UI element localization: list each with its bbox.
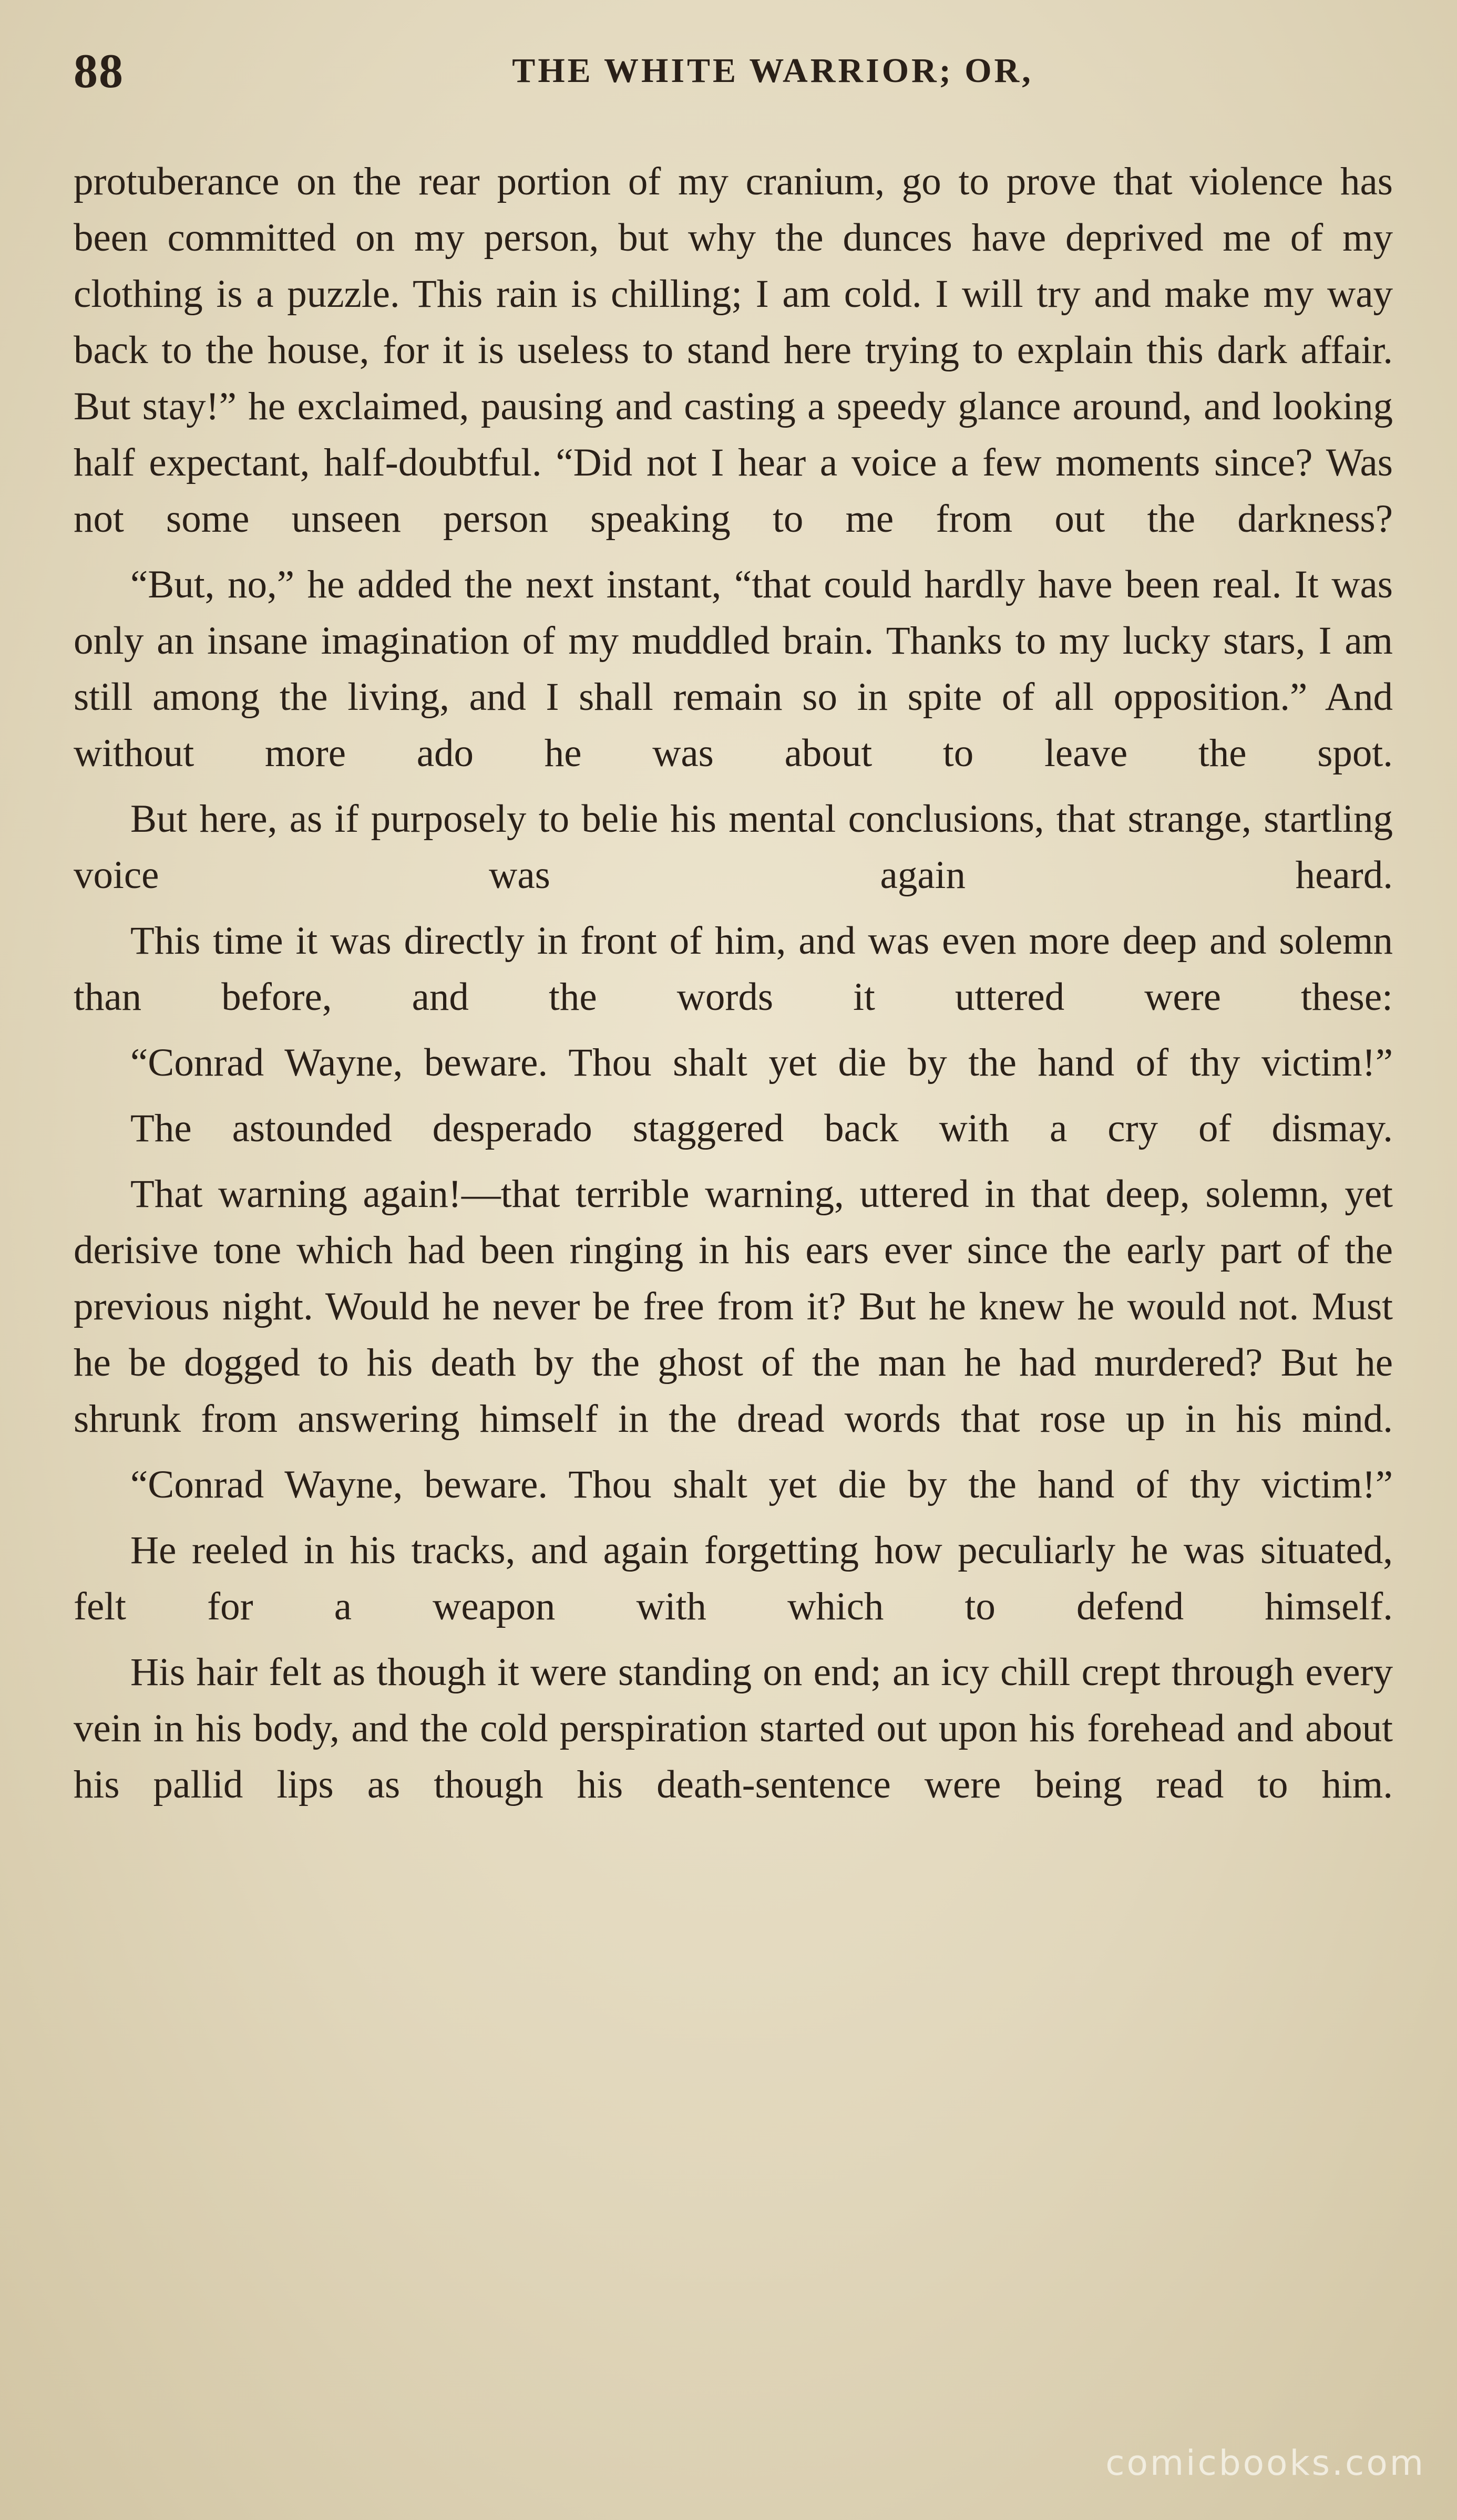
paragraph-3: But here, as if purposely to belie his mental conclusions, that strange, startling voice was again heard. [74, 797, 1393, 897]
body-text [74, 153, 1393, 1813]
paragraph-10: His hair felt as though it were standing on end; an icy chill crept through every vein in his body, and the cold perspiration started out upon his forehead and about his pallid lips as though his death-sentence were being read to him. [74, 1650, 1393, 1806]
running-title: THE WHITE WARRIOR; OR, [512, 51, 1033, 90]
page-header [74, 37, 1398, 105]
paragraph-9: He reeled in his tracks, and again forgetting how peculiarly he was situated, felt for a weapon with which to defend himself. [74, 1528, 1393, 1628]
page-number: 88 [74, 44, 124, 98]
paragraph-2: “But, no,” he added the next instant, “that could hardly have been real. It was only an insane imagination of my muddled brain. Thanks to my lucky stars, I am still among the living, and I shall remain so in spite of all opposition.” And without more ado he was about to leave the spot. [74, 563, 1393, 775]
paragraph-8: “Conrad Wayne, beware. Thou shalt yet die by the hand of thy victim!” [130, 1463, 1393, 1506]
paragraph-4: This time it was directly in front of him, and was even more deep and solemn than before, and the words it uttered were these: [74, 919, 1393, 1019]
paragraph-1: protuberance on the rear portion of my cranium, go to prove that violence has been committed on my person, but why the dunces have deprived me of my clothing is a puzzle. This rain is chilling; I am cold. I will try and make my way back to the house, for it is useless to stand here trying to explain this dark affair. But stay!” he exclaimed, pausing and casting a speedy glance around, and looking half expectant, half-doubtful. “Did not I hear a voice a few moments since? Was not some unseen person speaking to me from out the darkness? [74, 160, 1393, 541]
watermark: comicbooks.com [1105, 2443, 1425, 2483]
paragraph-5: “Conrad Wayne, beware. Thou shalt yet die by the hand of thy victim!” [130, 1041, 1393, 1085]
paragraph-6: The astounded desperado staggered back with a cry of dismay. [130, 1107, 1393, 1150]
paragraph-7: That warning again!—that terrible warning, uttered in that deep, solemn, yet derisive tone which had been ringing in his ears ever since the early part of the previous night. Would he never be free from it? But he knew he would not. Must he be dogged to his death by the ghost of the man he had murdered? But he shrunk from answering himself in the dread words that rose up in his mind. [74, 1172, 1393, 1441]
